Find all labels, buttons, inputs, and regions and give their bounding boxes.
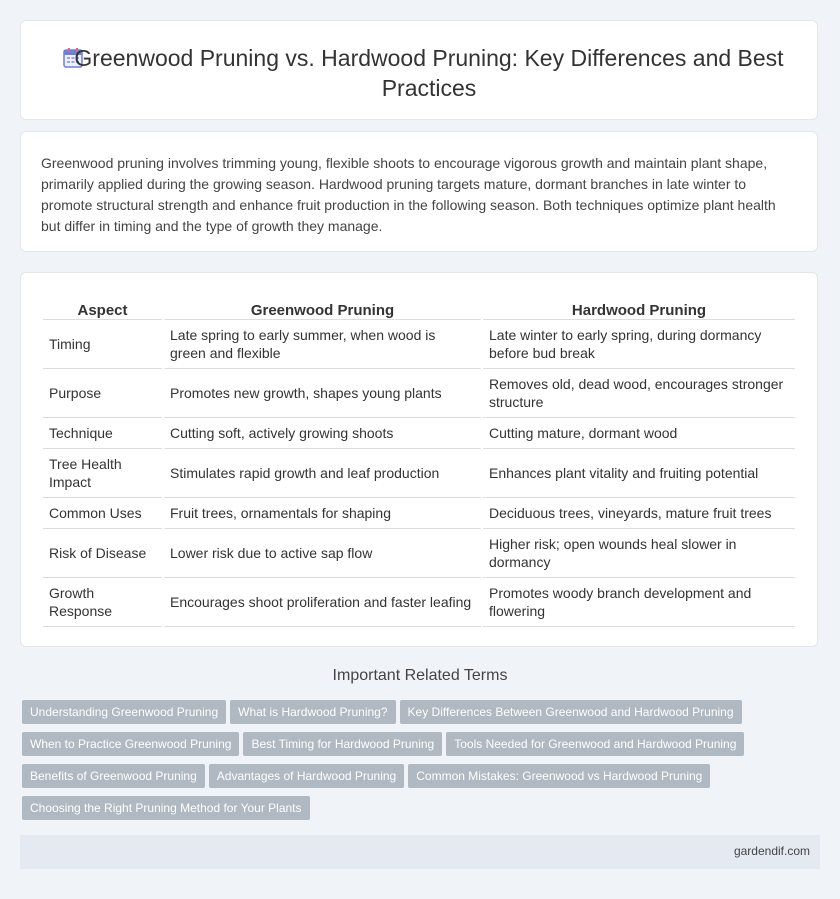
comparison-table-card [20, 272, 818, 647]
table-cell: Cutting mature, dormant wood [483, 418, 795, 449]
table-cell: Deciduous trees, vineyards, mature fruit trees [483, 498, 795, 529]
comparison-table [41, 293, 797, 627]
table-cell: Tree Health Impact [43, 449, 162, 498]
related-term-tag[interactable]: Key Differences Between Greenwood and Hardwood Pruning [400, 700, 742, 724]
page-title: Greenwood Pruning vs. Hardwood Pruning: Key Differences and Best Practices [74, 45, 784, 101]
table-cell: Removes old, dead wood, encourages stronger structure [483, 369, 795, 418]
related-term-tag[interactable]: Tools Needed for Greenwood and Hardwood Pruning [446, 732, 744, 756]
related-term-tag[interactable]: Best Timing for Hardwood Pruning [243, 732, 442, 756]
table-row [43, 320, 795, 369]
table-cell: Purpose [43, 369, 162, 418]
related-term-tag[interactable]: Benefits of Greenwood Pruning [22, 764, 205, 788]
related-terms-list [22, 700, 822, 828]
related-terms-title: Important Related Terms [332, 667, 508, 684]
table-cell: Promotes new growth, shapes young plants [164, 369, 481, 418]
table-row [43, 449, 795, 498]
footer [20, 835, 820, 869]
table-cell: Enhances plant vitality and fruiting potential [483, 449, 795, 498]
related-term-tag[interactable]: What is Hardwood Pruning? [230, 700, 395, 724]
table-cell: Common Uses [43, 498, 162, 529]
table-cell: Late spring to early summer, when wood is green and flexible [164, 320, 481, 369]
table-cell: Growth Response [43, 578, 162, 627]
related-term-tag[interactable]: Common Mistakes: Greenwood vs Hardwood Pruning [408, 764, 710, 788]
table-cell: Risk of Disease [43, 529, 162, 578]
header-card [20, 20, 818, 120]
table-cell: Stimulates rapid growth and leaf production [164, 449, 481, 498]
related-term-tag[interactable]: Understanding Greenwood Pruning [22, 700, 226, 724]
table-header-row [43, 293, 795, 320]
table-row [43, 369, 795, 418]
table-cell: Promotes woody branch development and flowering [483, 578, 795, 627]
table-cell: Cutting soft, actively growing shoots [164, 418, 481, 449]
table-row [43, 418, 795, 449]
column-header-hardwood: Hardwood Pruning [483, 293, 795, 320]
table-cell: Lower risk due to active sap flow [164, 529, 481, 578]
table-cell: Technique [43, 418, 162, 449]
table-row [43, 498, 795, 529]
table-cell: Timing [43, 320, 162, 369]
intro-card [20, 131, 818, 252]
related-term-tag[interactable]: Advantages of Hardwood Pruning [209, 764, 404, 788]
table-cell: Fruit trees, ornamentals for shaping [164, 498, 481, 529]
intro-paragraph: Greenwood pruning involves trimming young, flexible shoots to encourage vigorous growth and maintain plant shape, primarily applied during the growing season. Hardwood pruning targets mature, dormant branches in late winter to promote structural strength and enhance fruit production in the following season. Both techniques optimize plant health but differ in timing and the type of growth they manage. [41, 155, 776, 234]
footer-site-link[interactable]: gardendif.com [733, 844, 810, 858]
table-row [43, 529, 795, 578]
table-cell: Encourages shoot proliferation and faster leafing [164, 578, 481, 627]
related-term-tag[interactable]: Choosing the Right Pruning Method for Your Plants [22, 796, 310, 820]
column-header-aspect: Aspect [43, 293, 162, 320]
table-cell: Higher risk; open wounds heal slower in dormancy [483, 529, 795, 578]
related-term-tag[interactable]: When to Practice Greenwood Pruning [22, 732, 239, 756]
table-cell: Late winter to early spring, during dormancy before bud break [483, 320, 795, 369]
table-row [43, 578, 795, 627]
column-header-greenwood: Greenwood Pruning [164, 293, 481, 320]
